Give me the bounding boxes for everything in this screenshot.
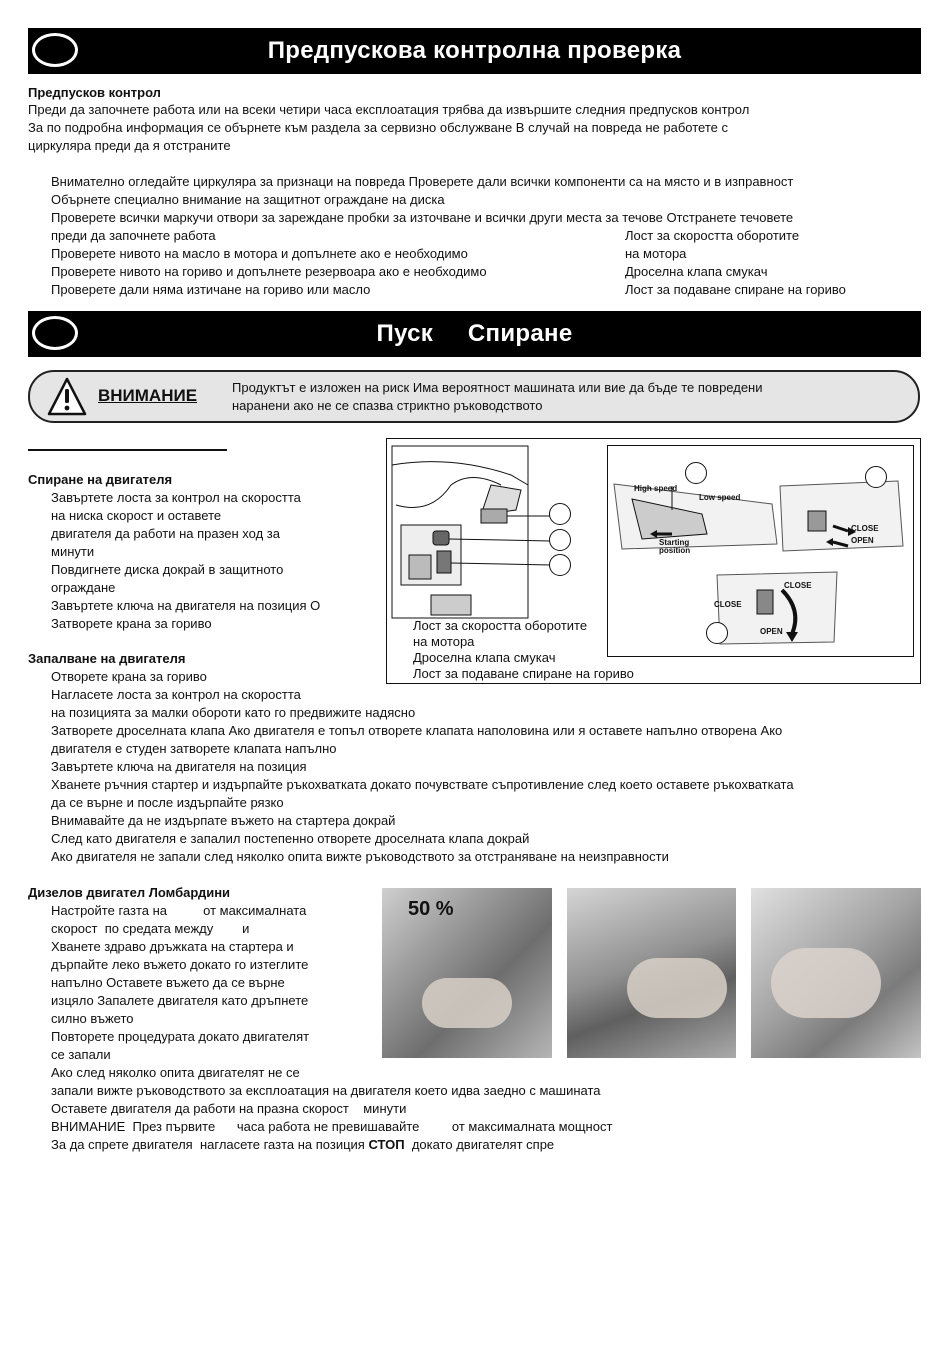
step-line: Затворете дроселната клапа Ако двигателя е топъл отворете клапата наполовина или я оставете напълно отворена Ако [51,723,783,738]
step-line: Затворете крана за гориво [51,616,212,631]
step-line: Хванете ръчния стартер и издърпайте ръкохватката докато почувствате съпротивление след което оставете ръкохватката [51,777,794,792]
warning-triangle-icon [46,376,88,418]
choke-drawing [778,476,908,556]
figure-label: CLOSE [851,524,879,533]
figure-label: Starting [659,538,690,547]
step-line: ограждане [51,580,116,595]
figure-label: position [659,546,691,555]
step-line: За да спрете двигателя нагласете газта на позиция СТОП докато двигателят спре [51,1137,555,1152]
callout-circle [706,622,728,644]
step-line: се запали [51,1047,111,1062]
step-line: Повдигнете диска докрай в защитното [51,562,284,577]
paragraph-line: циркуляра преди да я отстраните [28,138,231,153]
section-title: Предпускова контролна проверка [267,37,682,64]
figure-label: OPEN [851,536,874,545]
step-line: силно въжето [51,1011,134,1026]
hand-image [627,958,727,1018]
legend-item: Дроселна клапа смукач [413,650,556,665]
step-line: минути [51,544,95,559]
callout-circle [865,466,887,488]
figure-label: CLOSE [784,581,812,590]
section-header-bar [28,311,921,357]
legend-item: Лост за скоростта оборотите [625,228,800,243]
callout-circle [685,462,707,484]
step-line: двигателя да работи на празен ход за [51,526,280,541]
subheading: Спиране на двигателя [28,472,173,487]
legend-item: на мотора [625,246,687,261]
figure-label: High speed [634,484,678,493]
check-item: Обърнете специално внимание на защитнот ограждане на диска [51,192,445,207]
step-line: да се върне и после издърпайте рязко [51,795,284,810]
throttle-percent-label: 50 % [408,898,454,920]
step-line: на позицията за малки обороти като го предвижите надясно [51,705,416,720]
step-line: Нагласете лоста за контрол на скоростта [51,687,301,702]
legend-item: Лост за подаване спиране на гориво [413,666,634,681]
step-line: запали вижте ръководството за експлоатация на двигателя което идва заедно с машината [51,1083,601,1098]
warning-text-line: Продуктът е изложен на риск Има вероятност машината или вие да бъде те повредени [232,380,763,395]
step-line: Настройте газта на от максималната [51,903,307,918]
divider [28,449,227,451]
step-line: Повторете процедурата докато двигателят [51,1029,310,1044]
step-line: скорост по средата между и [51,921,250,936]
step-line: Завъртете ключа на двигателя на позиция O [51,598,321,613]
engine-controls-figure [386,438,921,684]
legend-item: Лост за скоростта оборотите [413,618,588,633]
step-line: Оставете двигателя да работи на празна скорост минути [51,1101,407,1116]
step-line: изцяло Запалете двигателя като дръпнете [51,993,309,1008]
step-line: на ниска скорост и оставете [51,508,222,523]
check-item: Внимателно огледайте циркуляра за признаци на повреда Проверете дали всички компоненти са на място и в изправност [51,174,794,189]
warning-text-line: наранени ако не се спазва стриктно ръководството [232,398,543,413]
step-line: ВНИМАНИЕ През първите часа работа не превишавайте от максималната мощност [51,1119,613,1134]
legend-item: Лост за подаване спиране на гориво [625,282,846,297]
warning-label: ВНИМАНИЕ [98,386,198,405]
step-line: дърпайте леко въжето докато го изтеглите [51,957,309,972]
figure-label: CLOSE [714,600,742,609]
step-line: Завъртете лоста за контрол на скоростта [51,490,301,505]
check-item: Проверете нивото на масло в мотора и допълнете ако е необходимо [51,246,468,261]
callout-circle [549,529,571,551]
figure-label: Low speed [699,493,741,502]
callout-circle [549,503,571,525]
figure-label: OPEN [760,627,783,636]
legend-item: на мотора [413,634,475,649]
step-line: Завъртете ключа на двигателя на позиция [51,759,307,774]
subheading: Предпусков контрол [28,85,161,100]
step-line: напълно Оставете въжето да се върне [51,975,285,990]
step-line: двигателя е студен затворете клапата напълно [51,741,337,756]
hand-image [422,978,512,1028]
engine-photo-starter [567,888,736,1058]
callout-circle [549,554,571,576]
legend-item: Дроселна клапа смукач [625,264,768,279]
section-title: Пуск Спиране [376,320,573,347]
subheading: Дизелов двигател Ломбардини [28,885,231,900]
step-line: Ако след няколко опита двигателят не се [51,1065,300,1080]
step-line: Внимавайте да не издърпате въжето на стартера докрай [51,813,396,828]
engine-photo-throttle [382,888,552,1058]
check-item: Проверете дали няма изтичане на гориво или масло [51,282,371,297]
section-header-bar [28,28,921,74]
check-item: Проверете нивото на гориво и допълнете резервоара ако е необходимо [51,264,487,279]
engine-photo-stop [751,888,921,1058]
check-item: Проверете всички маркучи отвори за зареждане пробки за източване и всички други места за течове Отстранете течовете [51,210,794,225]
step-line: Хванете здраво дръжката на стартера и [51,939,294,954]
step-line: Ако двигателя не запали след няколко опита вижте ръководството за отстраняване на неизправности [51,849,669,864]
paragraph-line: За по подробна информация се обърнете към раздела за сервизно обслужване В случай на повреда не работете с [28,120,728,135]
step-line: Отворете крана за гориво [51,669,207,684]
detail-panel [607,445,914,657]
subheading: Запалване на двигателя [28,651,186,666]
warning-box [28,370,920,423]
hand-image [771,948,881,1018]
paragraph-line: Преди да започнете работа или на всеки четири часа експлоатация трябва да извършите следния предпусков контрол [28,102,750,117]
check-item: преди да започнете работа [51,228,216,243]
step-line: След като двигателя е запалил постепенно отворете дроселната клапа докрай [51,831,530,846]
